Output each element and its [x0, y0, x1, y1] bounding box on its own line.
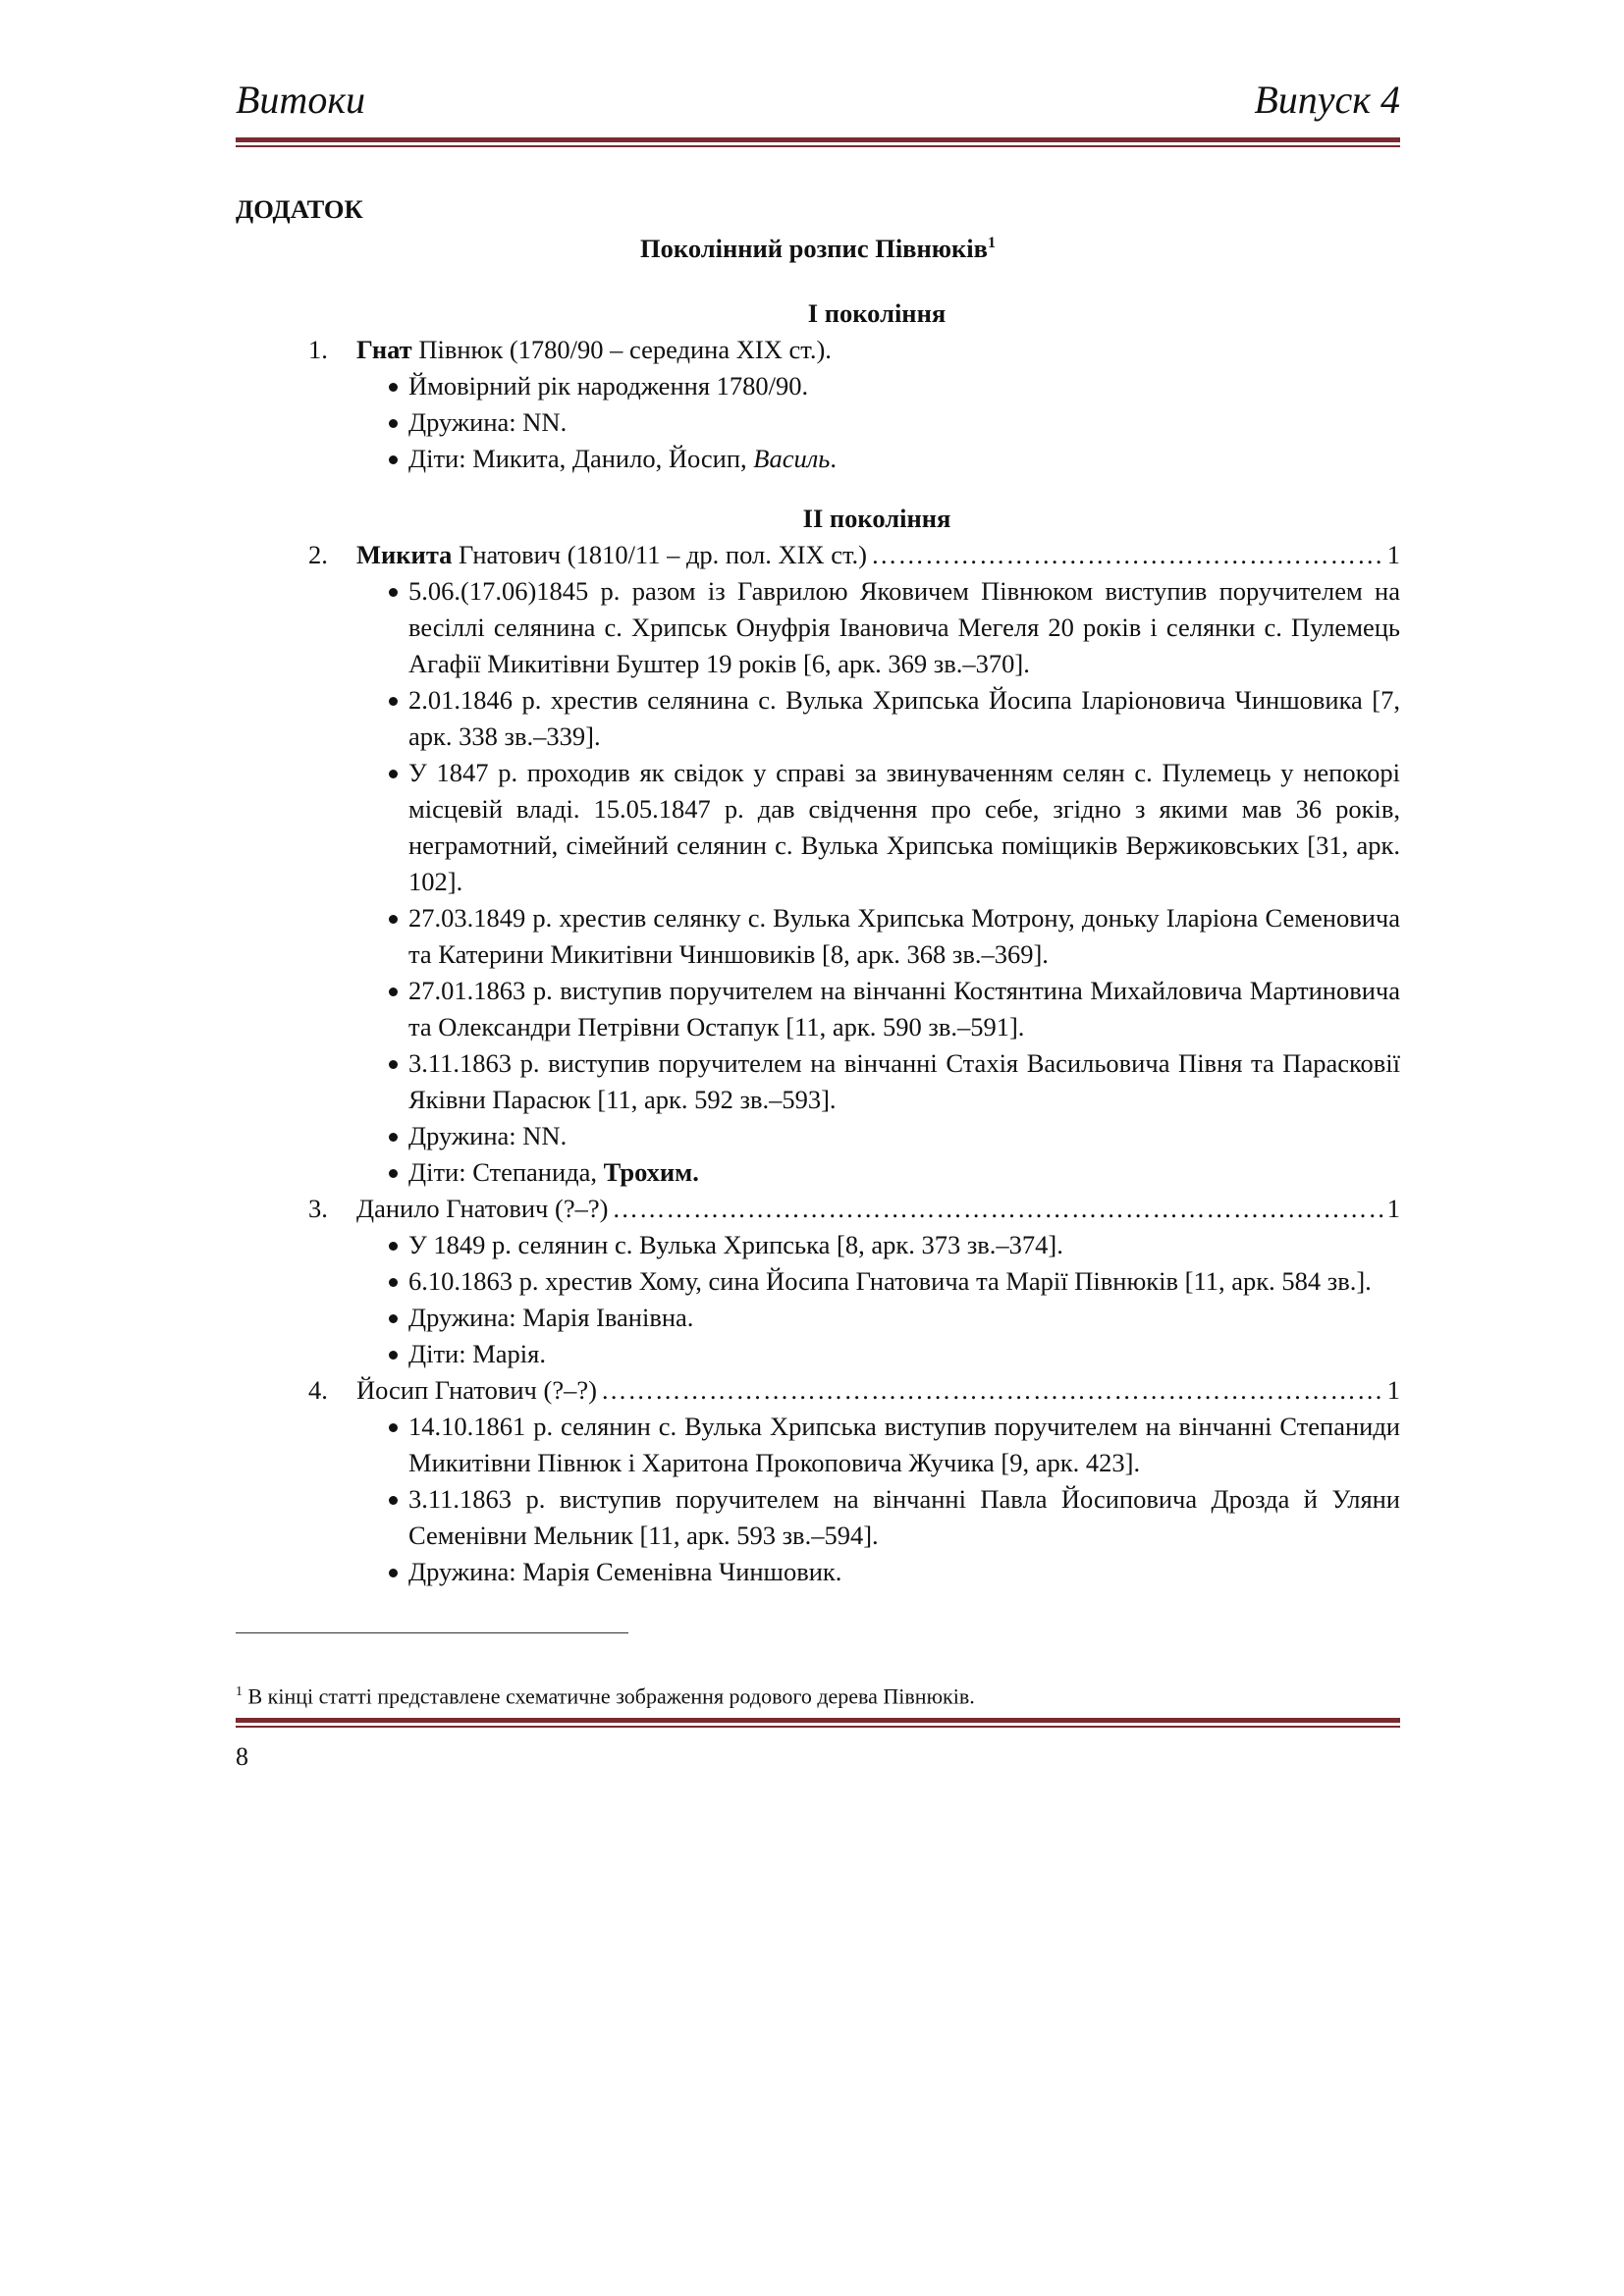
list-item: 3.11.1863 р. виступив поручителем на вінчанні Стахія Васильовича Півня та Парасковії Яківни Парасюк [11, арк. 592 зв.–593]. [387, 1045, 1400, 1118]
person-entry-2 [236, 537, 1400, 573]
footnote-text: В кінці статті представлене схематичне зображення родового дерева Півнюків. [243, 1683, 975, 1709]
footer-rule [236, 1718, 1400, 1728]
person-given-name: Гнат [356, 335, 412, 364]
list-item: 2.01.1846 р. хрестив селянина с. Вулька Хрипська Йосипа Іларіоновича Чиншовика [7, арк. 338 зв.–339]. [387, 682, 1400, 755]
person-name-detail: Півнюк (1780/90 – середина XIX ст.). [411, 335, 832, 364]
person-number: 3. [308, 1194, 328, 1223]
footnote-mark: 1 [236, 1684, 243, 1699]
list-item: Діти: Микита, Данило, Йосип, Василь. [387, 441, 1400, 477]
person-given-name: Микита [356, 540, 453, 569]
dot-leader [612, 1191, 1382, 1227]
list-item: У 1849 р. селянин с. Вулька Хрипська [8, арк. 373 зв.–374]. [387, 1227, 1400, 1263]
person-name-detail: Данило Гнатович (?–?) [356, 1194, 609, 1223]
person-facts-2 [236, 573, 1400, 1191]
footnote [236, 1679, 975, 1710]
list-item: 6.10.1863 р. хрестив Хому, сина Йосипа Гнатовича та Марії Півнюків [11, арк. 584 зв.]. [387, 1263, 1400, 1300]
list-item: Дружина: Марія Іванівна. [387, 1300, 1400, 1336]
list-item: 14.10.1861 р. селянин с. Вулька Хрипська виступив поручителем на вінчанні Степаниди Микитівни Півнюк і Харитона Прокоповича Жучика [9, арк. 423]. [387, 1409, 1400, 1481]
page-ref: 1 [1386, 1194, 1400, 1223]
page-ref: 1 [1386, 1375, 1400, 1405]
generation-heading-2: ІІ покоління [802, 504, 951, 533]
person-name-detail: Гнатович (1810/11 – др. пол. XIX ст.) [452, 540, 868, 569]
person-entry-4 [236, 1372, 1400, 1409]
list-item: У 1847 р. проходив як свідок у справі за звинуваченням селян с. Пулемець у непокорі місцевій владі. 15.05.1847 р. дав свідчення про себе, згідно з якими мав 36 років, неграмотний, сімейний селянин с. Вулька Хрипська поміщиків Вержиковських [31, арк. 102]. [387, 755, 1400, 900]
list-item: Дружина: NN. [387, 1118, 1400, 1154]
list-item: 27.03.1849 р. хрестив селянку с. Вулька Хрипська Мотрону, доньку Іларіона Семеновича та Катерини Микитівни Чиншовиків [8, арк. 368 зв.–369]. [387, 900, 1400, 973]
list-item: Ймовірний рік народження 1780/90. [387, 368, 1400, 404]
person-entry-1 [236, 332, 1400, 368]
person-facts-4 [236, 1409, 1400, 1590]
list-item: Дружина: NN. [387, 404, 1400, 441]
journal-title: Витоки [236, 78, 366, 122]
page-number: 8 [236, 1742, 248, 1771]
list-item: 3.11.1863 р. виступив поручителем на вінчанні Павла Йосиповича Дрозда й Уляни Семенівни Мельник [11, арк. 593 зв.–594]. [387, 1481, 1400, 1554]
generation-heading-1: І покоління [807, 298, 947, 328]
person-entry-3 [236, 1191, 1400, 1227]
page-ref: 1 [1386, 540, 1400, 569]
person-number: 4. [308, 1375, 328, 1405]
list-item: 27.01.1863 р. виступив поручителем на вінчанні Костянтина Михайловича Мартиновича та Олександри Петрівни Остапук [11, арк. 590 зв.–591]. [387, 973, 1400, 1045]
person-number: 1. [308, 335, 328, 364]
appendix-label: ДОДАТОК [236, 194, 363, 224]
person-name-detail: Йосип Гнатович (?–?) [356, 1375, 597, 1405]
page-content [236, 191, 1400, 1590]
dot-leader [871, 537, 1383, 573]
header-rule [236, 137, 1400, 147]
list-item: Дружина: Марія Семенівна Чиншовик. [387, 1554, 1400, 1590]
issue-number: Випуск 4 [1254, 78, 1400, 122]
dot-leader [601, 1372, 1383, 1409]
footnote-separator [236, 1632, 628, 1633]
section-title: Поколінний розпис Півнюків$^1$ [640, 234, 996, 263]
person-facts-1 [236, 368, 1400, 477]
person-number: 2. [308, 540, 328, 569]
list-item: 5.06.(17.06)1845 р. разом із Гаврилою Яковичем Півнюком виступив поручителем на весіллі селянина с. Хрипськ Онуфрія Івановича Мегеля 20 років і селянки с. Пулемець Агафії Микитівни Буштер 19 років [6, арк. 369 зв.–370]. [387, 573, 1400, 682]
running-header [236, 77, 1400, 128]
list-item: Діти: Марія. [387, 1336, 1400, 1372]
person-facts-3 [236, 1227, 1400, 1372]
list-item: Діти: Степанида, Трохим. [387, 1154, 1400, 1191]
title-footnote-mark: 1 [987, 235, 996, 252]
